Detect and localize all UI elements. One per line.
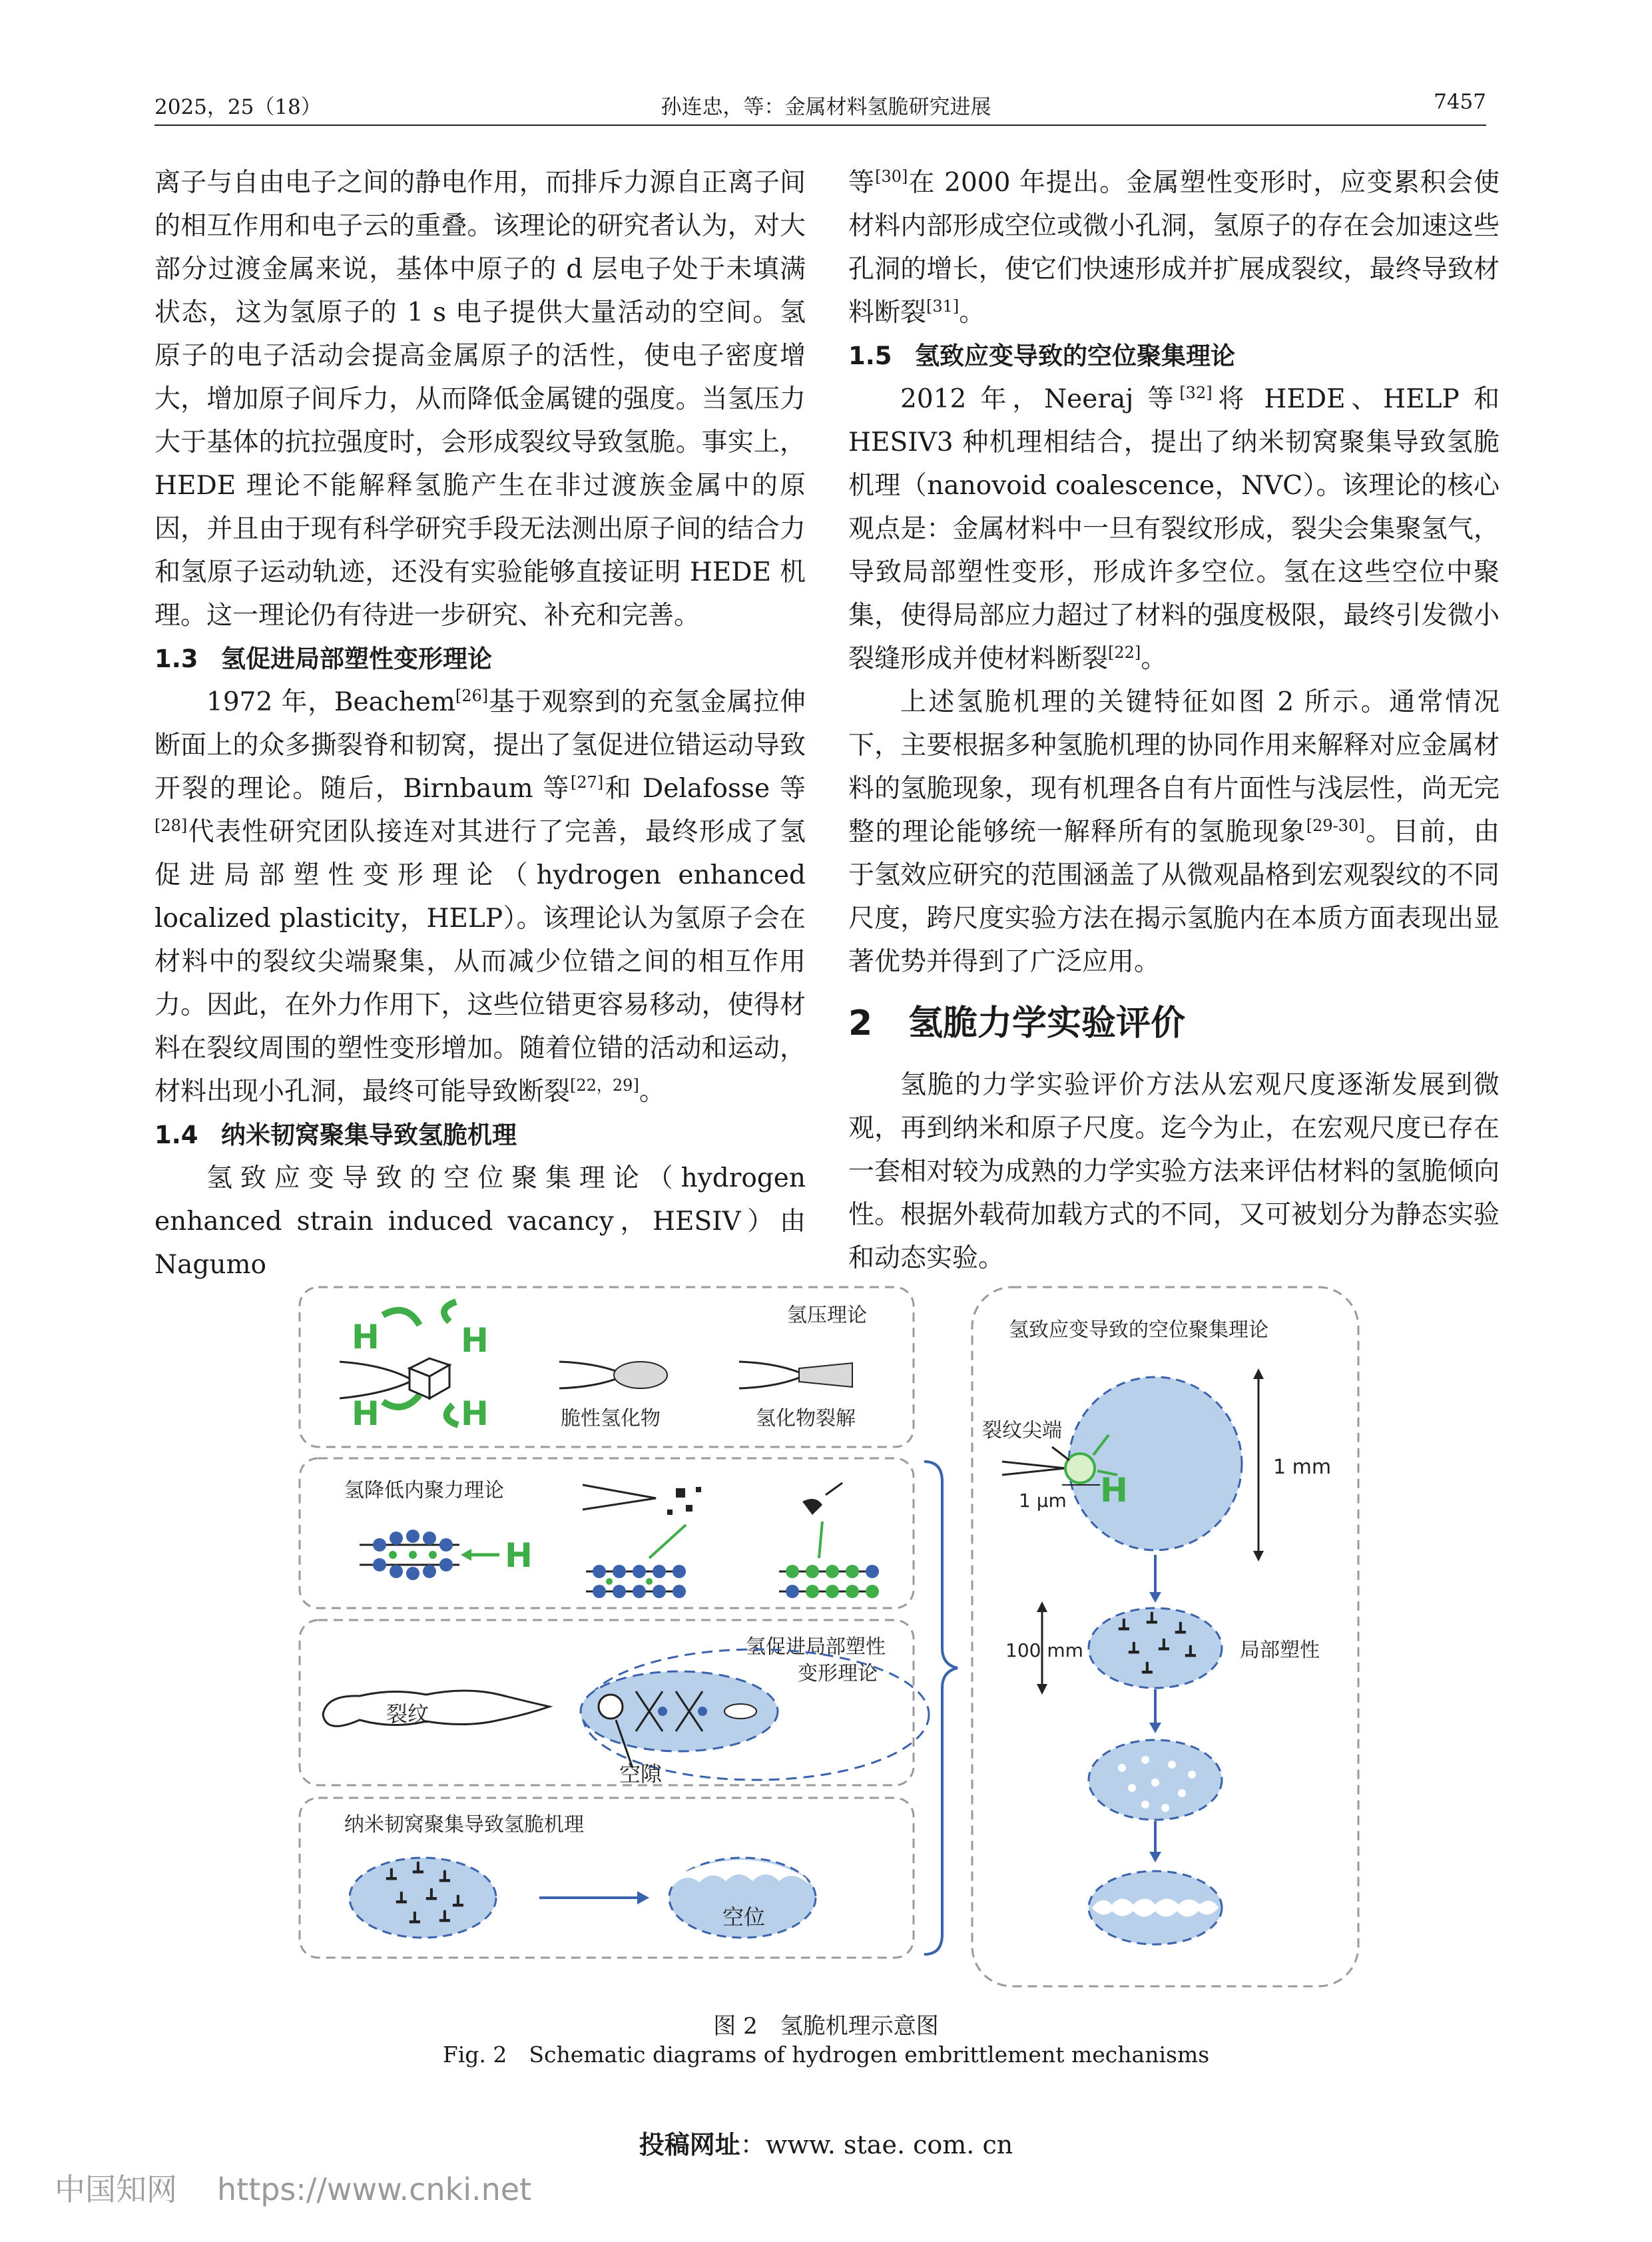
void-ellipse (724, 1704, 756, 1719)
citation[interactable]: [32] (1179, 384, 1213, 402)
hydride-cracking-label: 氢化物裂解 (756, 1407, 856, 1430)
hydrogen-atom (698, 1707, 707, 1716)
arrow-head-icon (1149, 1723, 1161, 1733)
hydrogen-label: H (352, 1394, 380, 1433)
cnki-watermark (55, 2165, 571, 2209)
leader-line (1052, 1447, 1069, 1460)
footer-label: 投稿网址 (639, 2130, 740, 2159)
svg-text:┻: ┻ (426, 1889, 437, 1909)
citation[interactable]: [30] (875, 167, 908, 186)
figure-caption-cn: 图 2 氢脆机理示意图 (713, 2013, 939, 2040)
hydrogenated-lattice-icon (779, 1565, 879, 1598)
hede-title: 氢降低内聚力理论 (344, 1479, 504, 1502)
arrow-head-icon (461, 1549, 471, 1561)
text-run: 基于观察到的充氢金属拉伸断面上的众多撕裂脊和韧窝，提出了氢促进位错运动导致开裂的理论。随后，Birnbaum 等 (154, 687, 806, 804)
citation[interactable]: [22，29] (570, 1076, 639, 1095)
text-run: 。 (959, 298, 985, 328)
text-run: 在 2000 年提出。金属塑性变形时，应变累积会使材料内部形成空位或微小孔洞，氢原子的存在会加速这些孔洞的增长，使它们快速形成并扩展成裂纹，最终导致材料断裂 (848, 168, 1500, 328)
hydrogen-arrow-icon (383, 1395, 419, 1407)
hesiv-title: 氢致应变导致的空位聚集理论 (1009, 1318, 1268, 1342)
hydride-cube-icon (410, 1358, 449, 1398)
hydrogen-label: H (352, 1318, 380, 1356)
void-label: 空隙 (619, 1761, 663, 1787)
hydrogen-atom (658, 1707, 667, 1716)
text-run: 。目前，由于氢效应研究的范围涵盖了从微观晶格到宏观裂纹的不同尺度，跨尺度实验方法在揭示氢脆内在本质方面表现出显著优势并得到了广泛应用。 (848, 817, 1500, 977)
arrow-head-icon (1037, 1684, 1047, 1695)
svg-text:┻: ┻ (1175, 1623, 1186, 1643)
text-run: 将 HEDE、HELP 和 HESIV3 种机理相结合，提出了纳米韧窝聚集导致氢脆机理（nanovoid coalescence，NVC）。该理论的核心观点是：金属材料中一旦有裂纹形成，裂尖会集聚氢气，导致局部塑性变形，形成许多空位。氢在这些空位中聚集，使得局部应力超过了材料的强度极限，最终引发微小裂缝形成并使材料断裂 (848, 384, 1500, 674)
hundred-mm-label: 100 mm (1005, 1639, 1083, 1661)
svg-text:┻: ┻ (1119, 1619, 1129, 1639)
footer-url[interactable]: www. stae. com. cn (765, 2130, 1013, 2159)
section-number: 2 (848, 1003, 873, 1043)
arrow-head-icon (1253, 1551, 1264, 1561)
lattice-fragment-icon (586, 1565, 686, 1598)
crack-shape (583, 1485, 656, 1510)
crack-shape (1002, 1462, 1065, 1475)
citation[interactable]: [26] (455, 687, 489, 705)
citation[interactable]: [29-30] (1306, 816, 1365, 835)
page-number: 7457 (1434, 90, 1486, 114)
crack-shape (739, 1362, 806, 1388)
citation[interactable]: [28] (154, 816, 188, 835)
journal-issue: 2025，25（18） (154, 95, 322, 119)
figure-2-diagram (286, 1275, 1378, 1994)
section-title: 氢促进局部塑性变形理论 (221, 645, 492, 673)
svg-text:┻: ┻ (1129, 1643, 1139, 1663)
arrow-head-icon (637, 1891, 649, 1904)
hydrogen-pressure-title: 氢压理论 (787, 1304, 867, 1327)
section-1-4-heading (154, 1113, 806, 1157)
one-millimeter-label: 1 mm (1273, 1456, 1332, 1479)
svg-text:┻: ┻ (453, 1896, 463, 1916)
arrow-head-icon (1037, 1601, 1047, 1612)
svg-text:┻: ┻ (1147, 1613, 1157, 1633)
section-number: 1.5 (848, 342, 892, 370)
paragraph-nvc (848, 378, 1500, 681)
paragraph-help (154, 681, 806, 1113)
paragraph-summary (848, 681, 1500, 983)
text-run: 。 (639, 1077, 665, 1107)
text-run: 代表性研究团队接连对其进行了完善，最终形成了氢促进局部塑性变形理论（hydrogen enhanced localized plasticity，HELP）。该理论认为氢原子会在材料中的裂纹尖端聚集，从而减少位错之间的相互作用力。因此，在外力作用下，这些位错更容易移动，使得材料在裂纹周围的塑性变形增加。随着位错的活动和运动，材料出现小孔洞，最终可能导致断裂 (154, 817, 806, 1107)
hydrogen-label: H (461, 1321, 489, 1360)
section-1-5-heading (848, 334, 1500, 378)
right-column (848, 161, 1500, 1280)
section-title: 纳米韧窝聚集导致氢脆机理 (221, 1121, 517, 1149)
arrow-head-icon (1253, 1368, 1264, 1379)
void-circle (599, 1695, 623, 1719)
vacancy-label: 空位 (722, 1904, 766, 1930)
text-run: 1972 年，Beachem (206, 687, 455, 717)
hydrogen-arrow-icon (447, 1405, 458, 1425)
footer-colon: ： (740, 2130, 766, 2159)
text-run: 和 Delafosse 等 (603, 774, 806, 804)
paragraph-mechanical-tests: 氢脆的力学实验评价方法从宏观尺度逐渐发展到微观，再到纳米和原子尺度。迄今为止，在宏观尺度已存在一套相对较为成熟的力学实验方法来评估材料的氢脆倾向性。根据外载荷加载方式的不同，又可被划分为静态实验和动态实验。 (848, 1070, 1500, 1273)
brittle-hydride-label: 脆性氢化物 (561, 1407, 661, 1430)
cracked-hydride-shape (799, 1363, 852, 1387)
submission-footer (0, 2124, 1652, 2161)
text-run: 2012 年，Neeraj 等 (900, 384, 1180, 414)
watermark-site: 中国知网 (55, 2171, 177, 2207)
section-1-3-heading (154, 637, 806, 681)
crack-tip-circle (1065, 1454, 1095, 1483)
arrow-icon (819, 1522, 822, 1558)
svg-text:┻: ┻ (439, 1871, 450, 1891)
fracture-fragment-icon (802, 1483, 842, 1515)
paragraph-hesiv-start: 氢致应变导致的空位聚集理论（hydrogen enhanced strain induced vacancy，HESIV）由 Nagumo (154, 1163, 806, 1280)
header-rule (154, 125, 1486, 126)
arrow-head-icon (1149, 1852, 1161, 1862)
left-column (154, 161, 806, 1286)
local-plastic-label: 局部塑性 (1240, 1639, 1320, 1662)
hydrogen-arrow-icon (444, 1302, 456, 1322)
section-title: 氢致应变导致的空位聚集理论 (915, 342, 1235, 370)
nvc-title: 纳米韧窝聚集导致氢脆机理 (344, 1813, 584, 1836)
section-2-heading (848, 983, 1500, 1063)
svg-text:┻: ┻ (410, 1912, 420, 1932)
figure-caption-en: Fig. 2 Schematic diagrams of hydrogen embrittlement mechanisms (442, 2042, 1210, 2068)
citation[interactable]: [27] (570, 773, 604, 792)
hydrogen-label: H (505, 1536, 533, 1575)
svg-text:┻: ┻ (1159, 1639, 1169, 1659)
text-run: 。 (1141, 644, 1167, 674)
crack-label: 裂纹 (386, 1701, 429, 1727)
arrow-icon (649, 1525, 686, 1558)
fracture-debris-icon (667, 1487, 701, 1515)
svg-text:┻: ┻ (413, 1862, 423, 1882)
section-title: 氢脆力学实验评价 (908, 1003, 1186, 1043)
connecting-brace (924, 1462, 958, 1954)
text-run: 上述氢脆机理的关键特征如图 2 所示。通常情况下，主要根据多种氢脆机理的协同作用来解释对应金属材料的氢脆现象，现有机理各自有片面性与浅层性，尚无完整的理论能够统一解释所有的氢脆现象 (848, 687, 1500, 847)
section-number: 1.3 (154, 645, 198, 673)
brittle-hydride-shape (614, 1362, 667, 1388)
paragraph-hesiv-end (848, 161, 1500, 334)
crack-tip-label: 裂纹尖端 (982, 1419, 1062, 1442)
hydrogen-label: H (461, 1394, 489, 1433)
crack-shape (340, 1362, 413, 1398)
section-number: 1.4 (154, 1121, 198, 1149)
crack-outline (323, 1691, 549, 1726)
svg-text:┻: ┻ (396, 1892, 407, 1912)
atom-lattice-icon (360, 1530, 459, 1580)
svg-text:┻: ┻ (1185, 1646, 1196, 1666)
figure-2 (286, 1275, 1378, 1997)
svg-text:┻: ┻ (386, 1869, 397, 1889)
citation[interactable]: [22] (1108, 643, 1141, 662)
hydrogen-arrow-icon (383, 1310, 419, 1325)
hydrogen-label: H (1100, 1471, 1128, 1510)
help-title-line2: 变形理论 (798, 1662, 878, 1685)
paragraph-hede-end: 离子与自由电子之间的静电作用，而排斥力源自正离子间的相互作用和电子云的重叠。该理论的研究者认为，对大部分过渡金属来说，基体中原子的 d 层电子处于未填满状态，这为氢原子的 1 s 电子提供大量活动的空间。氢原子的电子活动会提高金属原子的活性，使电子密度增大，增加原子间斥力，从而降低金属键的强度。当氢压力大于基体的抗拉强度时，会形成裂纹导致氢脆。事实上，HEDE 理论不能解释氢脆产生在非过渡族金属中的原因，并且由于现有科学研究手段无法测出原子间的结合力和氢原子运动轨迹，还没有实验能够直接证明 HEDE 机理。这一理论仍有待进一步研究、补充和完善。 (154, 168, 806, 631)
svg-text:┻: ┻ (1142, 1663, 1153, 1683)
text-run: 等 (848, 168, 876, 198)
arrow-head-icon (1149, 1592, 1161, 1603)
one-micrometer-label: 1 μm (1019, 1490, 1067, 1512)
running-title: 孙连忠，等：金属材料氢脆研究进展 (661, 95, 991, 119)
watermark-url[interactable]: https://www.cnki.net (217, 2171, 532, 2207)
help-title-line1: 氢促进局部塑性 (746, 1635, 886, 1659)
citation[interactable]: [31] (926, 297, 960, 316)
svg-text:┻: ┻ (439, 1911, 450, 1931)
